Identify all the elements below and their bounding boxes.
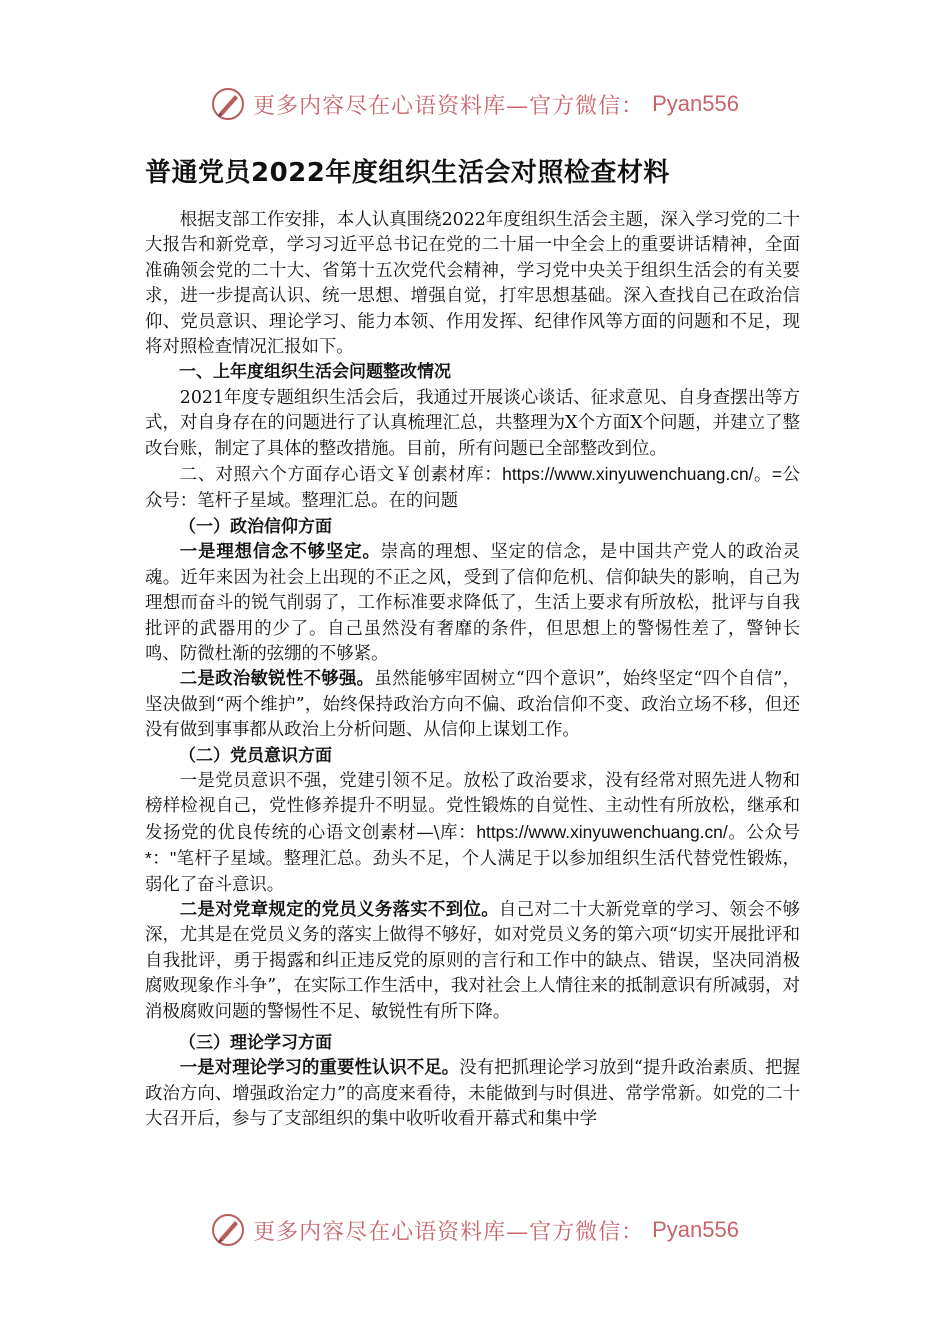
watermark-banner-top (0, 82, 950, 126)
sub2-p2-body: 自己对二十大新党章的学习、领会不够深，尤其是在党员义务的落实上做得不够好，如对党员义务的第六项“切实开展批评和自我批评，勇于揭露和纠正违反党的原则的言行和工作中的缺点、错误，坚决同消极腐败现象作斗争”，在实际工作生活中，我对社会上人情往来的抵制意识有所减弱，对消极腐败问题的警惕性不足、敏锐性有所下降。 (145, 899, 800, 1022)
sub2-paragraph-2 (145, 898, 800, 1025)
sub2-p1-link: https://www.xinyuwenchuang.cn/。公众号*："笔杆子星域。 (145, 821, 800, 869)
section2-heading-text: 二、对照六个方面存心语文￥创素材库： (179, 465, 503, 486)
sub2-p1-text-a: 一是党员意识不强，党建引领不足。放松了政治要求，没有经常对照先进人物和榜样检视自己，党性修养提升不明显。党性锻炼的自觉性、主动性有所放松，继承和发扬党的优良传统的心语文创素材—\库： (145, 770, 800, 843)
sub1-p2-body: 虽然能够牢固树立“四个意识”，始终坚定“四个自信”，坚决做到“两个维护”，始终保持政治方向不偏、政治信仰不变、政治立场不移，但还没有做到事事都从政治上分析问题、从信仰上谋划工作。 (145, 669, 800, 741)
watermark-text: 更多内容尽在心语资料库—官方微信： (253, 93, 645, 119)
sub1-p1-body: 崇高的理想、坚定的信念，是中国共产党人的政治灵魂。近年来因为社会上出现的不正之风，受到了信仰危机、信仰缺失的影响，自己为理想而奋斗的锐气削弱了，工作标准要求降低了，生活上要求有所放松，批评与自我批评的武器用的少了。自己虽然没有奢靡的条件，但思想上的警惕性差了，警钟长鸣、防微杜渐的弦绷的不够紧。 (145, 542, 800, 664)
sub3-paragraph-1 (145, 1056, 800, 1132)
section2-heading (145, 462, 800, 515)
watermark-wechat-id: Pyan556 (652, 1217, 739, 1242)
sub1-heading: （一）政治信仰方面 (179, 516, 332, 537)
document-title: 普通党员2022年度组织生活会对照检查材料 (145, 158, 670, 188)
sub1-p1-lead: 一是理想信念不够坚定。 (179, 542, 381, 563)
section1-paragraph: 2021年度专题组织生活会后，我通过开展谈心谈话、征求意见、自身查摆出等方式，对自身存在的问题进行了认真梳理汇总，共整理为X个方面X个问题，并建立了整改台账，制定了具体的整改措施。目前，所有问题已全部整改到位。 (145, 387, 800, 459)
sub1-paragraph-1 (145, 540, 800, 667)
watermark-wechat-id: Pyan556 (652, 91, 739, 116)
intro-paragraph: 根据支部工作安排，本人认真围绕2022年度组织生活会主题，深入学习党的二十大报告和新党章，学习习近平总书记在党的二十届一中全会上的重要讲话精神，全面准确领会党的二十大、省第十五次党代会精神，学习党中央关于组织生活会的有关要求，进一步提高认识、统一思想、增强自觉，打牢思想基础。深入查找自己在政治信仰、党员意识、理论学习、能力本领、作用发挥、纪律作风等方面的问题和不足，现将对照检查情况汇报如下。 (145, 210, 800, 358)
sub3-heading: （三）理论学习方面 (179, 1033, 332, 1053)
sub2-paragraph-1 (145, 769, 800, 898)
sub2-p2-lead: 二是对党章规定的党员义务落实不到位。 (179, 899, 499, 920)
section1-heading: 一、上年度组织生活会问题整改情况 (179, 362, 451, 383)
pen-logo-icon (211, 1213, 245, 1247)
sub2-p1-text-c: 整理汇总。劲头不足，个人满足于以参加组织生活代替党性锻炼，弱化了奋斗意识。 (145, 849, 800, 895)
watermark-text: 更多内容尽在心语资料库—官方微信： (253, 1219, 645, 1245)
sub1-paragraph-2 (145, 667, 800, 743)
watermark-banner-bottom (0, 1208, 950, 1252)
section2-heading-link: https://www.xinyuwenchuang.cn/。=公众号：笔杆子星域。整理汇总。在的问题 (145, 464, 800, 511)
sub3-p1-lead: 一是对理论学习的重要性认识不足。 (179, 1058, 460, 1079)
sub3-p1-body: 没有把抓理论学习放到“提升政治素质、把握政治方向、增强政治定力”的高度来看待，未能做到与时俱进、常学常新。如党的二十大召开后，参与了支部组织的集中收听收看开幕式和集中学 (145, 1058, 800, 1130)
document-body (145, 208, 800, 1133)
sub2-heading: （二）党员意识方面 (179, 745, 332, 766)
sub1-p2-lead: 二是政治敏锐性不够强。 (179, 669, 375, 690)
pen-logo-icon (211, 87, 245, 121)
